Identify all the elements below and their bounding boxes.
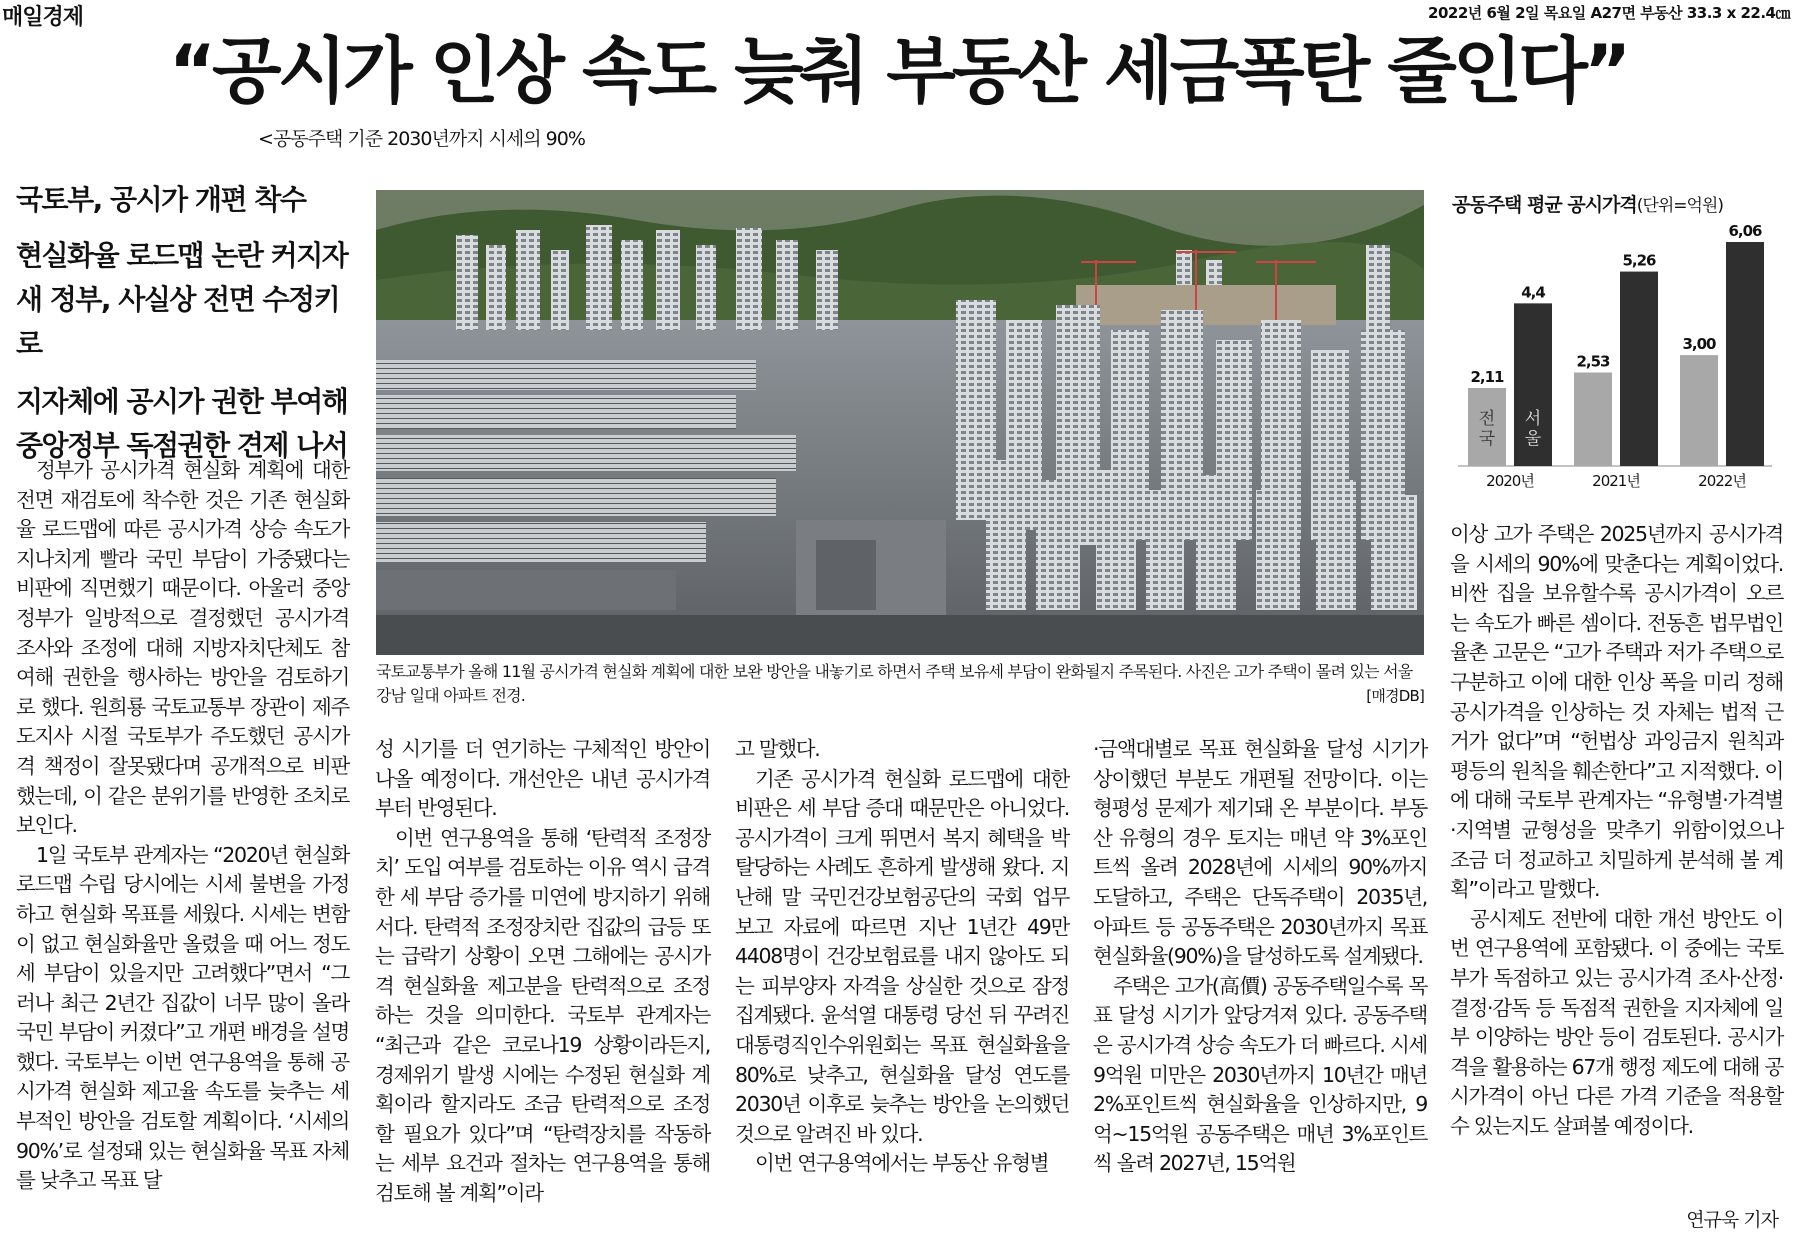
bar-value-label: 5,26 <box>1622 251 1656 270</box>
deck-4: 지자체에 공시가 권한 부여해 <box>16 385 348 418</box>
bar-value-label: 3,00 <box>1682 335 1716 354</box>
body-column-3 <box>735 735 1069 1179</box>
deck-3: 새 정부, 사실상 전면 수정키로 <box>16 283 340 360</box>
bar-서울-2021년 <box>1620 272 1658 466</box>
category-tick-label: 2022년 <box>1698 472 1746 490</box>
price-bar-chart <box>1450 214 1780 494</box>
body-column-5 <box>1450 520 1783 1141</box>
dateline: 2022년 6월 2일 목요일 A27면 부동산 33.3 x 22.4㎝ <box>1428 4 1790 22</box>
chart-title-text: 공동주택 평균 공시가격 <box>1452 194 1637 216</box>
paragraph: 주택은 고가(高價) 공동주택일수록 목표 달성 시기가 앞당겨져 있다. 공동주택은 공시가격 상승 속도가 더 빠르다. 시세 9억원 미만은 2030년까지 10년간 매년 2%포인트씩 현실화율을 인상하지만, 9억~15억원 공동주택은 매년 3%포인트씩 올려 2027년, 15억원 <box>1093 973 1427 1176</box>
series-name-label: 전 <box>1478 409 1496 429</box>
caption-text: 국토교통부가 올해 11월 공시가격 현실화 계획에 대한 보완 방안을 내놓기로 하면서 주택 보유세 부담이 완화될지 주목된다. 사진은 고가 주택이 몰려 있는 서울 강남 일대 아파트 전경. <box>376 662 1413 705</box>
bar-value-label: 6,06 <box>1728 222 1762 240</box>
body-column-1 <box>16 456 349 1196</box>
deck-2: 현실화율 로드맵 논란 커지자 <box>16 239 348 272</box>
paragraph: 1일 국토부 관계자는 “2020년 현실화 로드맵 수립 당시에는 시세 불변을 가정하고 현실화 목표를 세웠다. 시세는 변함이 없고 현실화율만 올렸을 때 어느 정도 세 부담이 있을지만 고려했다”면서 “그러나 최근 2년간 집값이 너무 많이 올라 국민 부담이 커졌다”고 개편 배경을 설명했다. 국토부는 이번 연구용역을 통해 공시가격 현실화 제고율 속도를 늦추는 세부적인 방안을 검토할 계획이다. ‘시세의 90%’로 설정돼 있는 현실화율 목표 자체를 낮추고 목표 달 <box>16 842 349 1193</box>
bar-value-label: 2,11 <box>1470 368 1504 387</box>
bar-전국-2021년 <box>1574 372 1612 466</box>
body-column-2 <box>375 735 710 1209</box>
series-name-label: 국 <box>1478 429 1496 449</box>
headline: “공시가 인상 속도 늦춰 부동산 세금폭탄 줄인다” <box>168 29 1628 113</box>
deck-1: 국토부, 공시가 개편 착수 <box>16 183 306 216</box>
series-name-label: 서 <box>1524 409 1542 429</box>
byline: 연규욱 기자 <box>1686 1209 1778 1231</box>
bar-value-label: 4,4 <box>1521 283 1545 302</box>
chart-unit: (단위=억원) <box>1636 196 1723 216</box>
newspaper-masthead: 매일경제 <box>2 5 84 30</box>
sub-headline-decks <box>16 178 356 468</box>
photo-caption <box>376 660 1424 708</box>
paragraph: 이번 연구용역에서는 부동산 유형별 <box>755 1151 1049 1176</box>
deck-5: 중앙정부 독점권한 견제 나서 <box>16 429 348 462</box>
subheadline: <공동주택 기준 2030년까지 시세의 90% <box>258 128 585 150</box>
series-name-label: 울 <box>1524 429 1542 449</box>
bar-value-label: 2,53 <box>1576 352 1610 371</box>
bar-서울-2022년 <box>1726 242 1764 466</box>
paragraph: 공시제도 전반에 대한 개선 방안도 이번 연구용역에 포함됐다. 이 중에는 국토부가 독점하고 있는 공시가격 조사·산정·결정·감독 등 독점적 권한을 지자체에 일부 이양하는 방안 등이 검토된다. 공시가격을 활용하는 67개 행정 제도에 대해 공시가격이 아닌 다른 가격 기준을 적용할 수 있는지도 살펴볼 예정이다. <box>1450 906 1783 1138</box>
body-column-4 <box>1093 735 1427 1179</box>
paragraph: 이상 고가 주택은 2025년까지 공시가격을 시세의 90%에 맞춘다는 계획이었다. 비싼 집을 보유할수록 공시가격이 오르는 속도가 빠른 셈이다. 전동흔 법무법인 율촌 고문은 “고가 주택과 저가 주택으로 구분하고 이에 대한 인상 폭을 미리 정해 공시가격을 인상하는 것 자체는 법적 근거가 없다”며 “헌법상 과잉금지 원칙과 평등의 원칙을 훼손한다”고 지적했다. 이에 대해 국토부 관계자는 “유형별·가격별·지역별 균형성을 맞추기 위함이었으나 조금 더 정교하고 치밀하게 분석해 볼 계획”이라고 말했다. <box>1450 522 1783 902</box>
paragraph: 성 시기를 더 연기하는 구체적인 방안이 나올 예정이다. 개선안은 내년 공시가격부터 반영된다. <box>375 737 710 821</box>
category-tick-label: 2021년 <box>1592 472 1640 490</box>
paragraph: ·금액대별로 목표 현실화율 달성 시기가 상이했던 부분도 개편될 전망이다. 이는 형평성 문제가 제기돼 온 부분이다. 부동산 유형의 경우 토지는 매년 약 3%포인트씩 올려 2028년에 시세의 90%까지 도달하고, 주택은 단독주택이 2035년, 아파트 등 공동주택은 2030년까지 목표 현실화율(90%)을 달성하도록 설계됐다. <box>1093 737 1427 969</box>
paragraph: 이번 연구용역을 통해 ‘탄력적 조정장치’ 도입 여부를 검토하는 이유 역시 급격한 세 부담 증가를 미연에 방지하기 위해서다. 탄력적 조정장치란 집값의 급등 또는 급락기 상황이 오면 그해에는 공시가격 현실화율 제고분을 탄력적으로 조정하는 것을 의미한다. 국토부 관계자는 “최근과 같은 코로나19 상황이라든지, 경제위기 발생 시에는 수정된 현실화 계획이라 할지라도 조금 탄력적으로 조정할 필요가 있다”며 “탄력장치를 작동하는 세부 요건과 절차는 연구용역을 통해 검토해 볼 계획”이라 <box>375 825 710 1205</box>
paragraph: 정부가 공시가격 현실화 계획에 대한 전면 재검토에 착수한 것은 기존 현실화율 로드맵에 따른 공시가격 상승 속도가 지나치게 빨라 국민 부담이 가중됐다는 비판에 직면했기 때문이다. 아울러 중앙정부가 일방적으로 결정했던 공시가격 조사와 조정에 대해 지방자치단체도 참여해 권한을 행사하는 방안을 검토하기로 했다. 원희룡 국토교통부 장관이 제주도지사 시절 국토부가 주도했던 공시가격 책정이 잘못됐다며 공개적으로 비판했는데, 이 같은 분위기를 반영한 조치로 보인다. <box>16 458 349 838</box>
bar-전국-2022년 <box>1680 355 1718 466</box>
category-tick-label: 2020년 <box>1486 472 1534 490</box>
paragraph: 고 말했다. <box>735 737 820 761</box>
chart-title <box>1452 190 1723 217</box>
photo-credit: [매경DB] <box>1366 687 1424 705</box>
paragraph: 기존 공시가격 현실화 로드맵에 대한 비판은 세 부담 증대 때문만은 아니었다. 공시가격이 크게 뛰면서 복지 혜택을 박탈당하는 사례도 흔하게 발생해 왔다. 지난해 말 국민건강보험공단의 국회 업무보고 자료에 따르면 지난 1년간 49만4408명이 건강보험료를 내지 않아도 되는 피부양자 자격을 상실한 것으로 잠정 집계됐다. 윤석열 대통령 당선 뒤 꾸려진 대통령직인수위원회는 목표 현실화율을 80%로 낮추고, 현실화율 달성 연도를 2030년 이후로 늦추는 방안을 논의했던 것으로 알려진 바 있다. <box>735 766 1069 1146</box>
apartment-cityscape-photo <box>376 190 1424 655</box>
